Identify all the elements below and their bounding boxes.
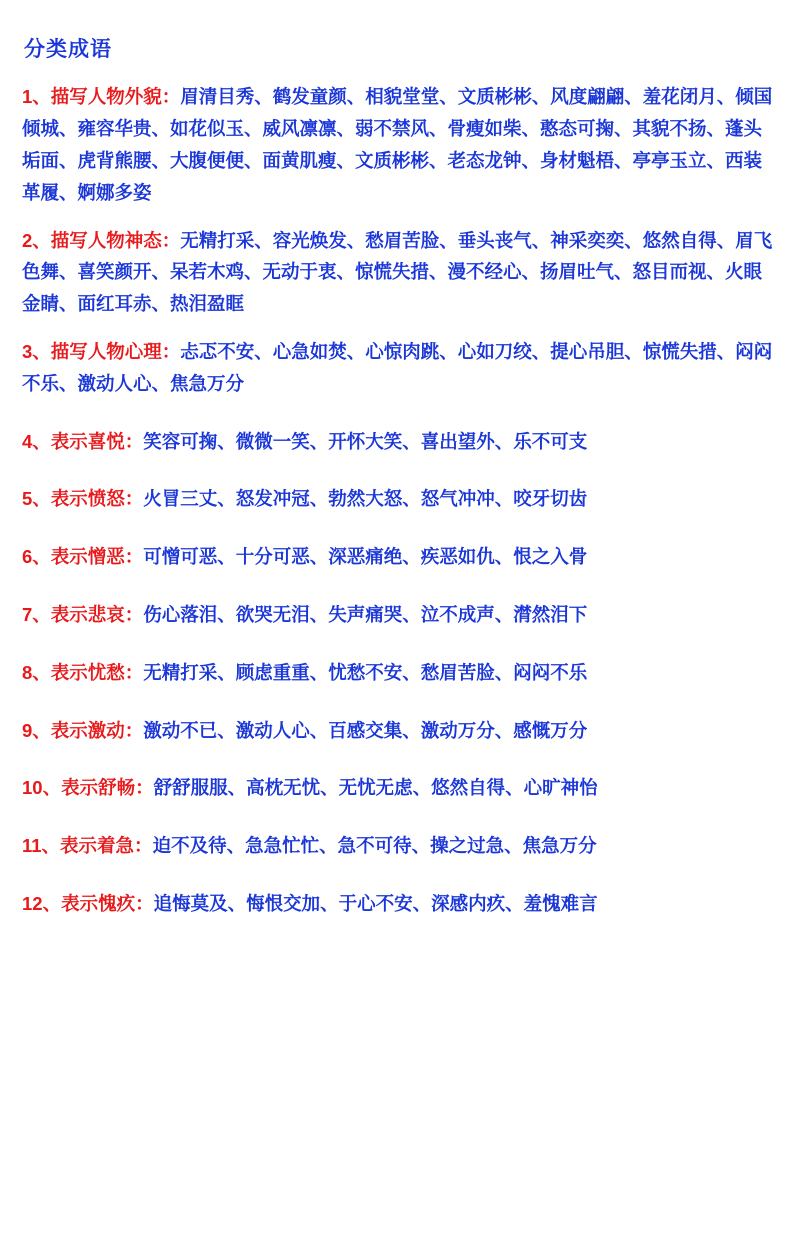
entry-label: 12、表示愧疚： — [22, 893, 154, 915]
list-item — [22, 225, 778, 320]
list-item — [22, 888, 778, 920]
list-item — [22, 657, 778, 689]
entry-label: 1、描写人物外貌： — [22, 86, 181, 108]
entry-body: 眉清目秀、鹤发童颜、相貌堂堂、文质彬彬、风度翩翩、羞花闭月、倾国倾城、雍容华贵、如花似玉、威风凛凛、弱不禁风、骨瘦如柴、憨态可掬、其貌不扬、蓬头垢面、虎背熊腰、大腹便便、面黄肌瘦、文质彬彬、老态龙钟、身材魁梧、亭亭玉立、西装革履、婀娜多姿 — [22, 86, 773, 203]
entry-label: 8、表示忧愁： — [22, 661, 144, 683]
list-item — [22, 599, 778, 631]
entry-body: 追悔莫及、悔恨交加、于心不安、深感内疚、羞愧难言 — [153, 893, 598, 915]
list-item — [22, 336, 778, 400]
entry-label: 9、表示激动： — [22, 719, 144, 741]
entry-body: 无精打采、容光焕发、愁眉苦脸、垂头丧气、神采奕奕、悠然自得、眉飞色舞、喜笑颜开、呆若木鸡、无动于衷、惊慌失措、漫不经心、扬眉吐气、怒目而视、火眼金睛、面红耳赤、热泪盈眶 — [22, 229, 773, 315]
entry-body: 伤心落泪、欲哭无泪、失声痛哭、泣不成声、潸然泪下 — [143, 604, 588, 626]
list-item — [22, 541, 778, 573]
list-item — [22, 715, 778, 747]
list-item — [22, 772, 778, 804]
entry-label: 4、表示喜悦： — [22, 430, 144, 452]
list-item — [22, 81, 778, 208]
entry-body: 忐忑不安、心急如焚、心惊肉跳、心如刀绞、提心吊胆、惊慌失措、闷闷不乐、激动人心、焦急万分 — [22, 340, 773, 394]
entry-body: 舒舒服服、高枕无忧、无忧无虑、悠然自得、心旷神怡 — [153, 777, 598, 799]
entry-body: 激动不已、激动人心、百感交集、激动万分、感慨万分 — [143, 719, 588, 741]
entry-label: 3、描写人物心理： — [22, 340, 181, 362]
page-title: 分类成语 — [24, 38, 112, 61]
entry-body: 迫不及待、急急忙忙、急不可待、操之过急、焦急万分 — [152, 835, 597, 857]
entry-label: 7、表示悲哀： — [22, 604, 144, 626]
entry-label: 5、表示愤怒： — [22, 488, 144, 510]
entry-label: 10、表示舒畅： — [22, 777, 154, 799]
entry-body: 火冒三丈、怒发冲冠、勃然大怒、怒气冲冲、咬牙切齿 — [143, 488, 588, 510]
entry-label: 11、表示着急： — [22, 835, 153, 857]
entry-label: 2、描写人物神态： — [22, 229, 181, 251]
entry-body: 无精打采、顾虑重重、忧愁不安、愁眉苦脸、闷闷不乐 — [143, 661, 588, 683]
list-item — [22, 830, 778, 862]
entry-body: 可憎可恶、十分可恶、深恶痛绝、疾恶如仇、恨之入骨 — [143, 546, 588, 568]
entry-body: 笑容可掬、微微一笑、开怀大笑、喜出望外、乐不可支 — [143, 430, 588, 452]
entry-label: 6、表示憎恶： — [22, 546, 144, 568]
list-item — [22, 483, 778, 515]
list-item — [22, 426, 778, 458]
